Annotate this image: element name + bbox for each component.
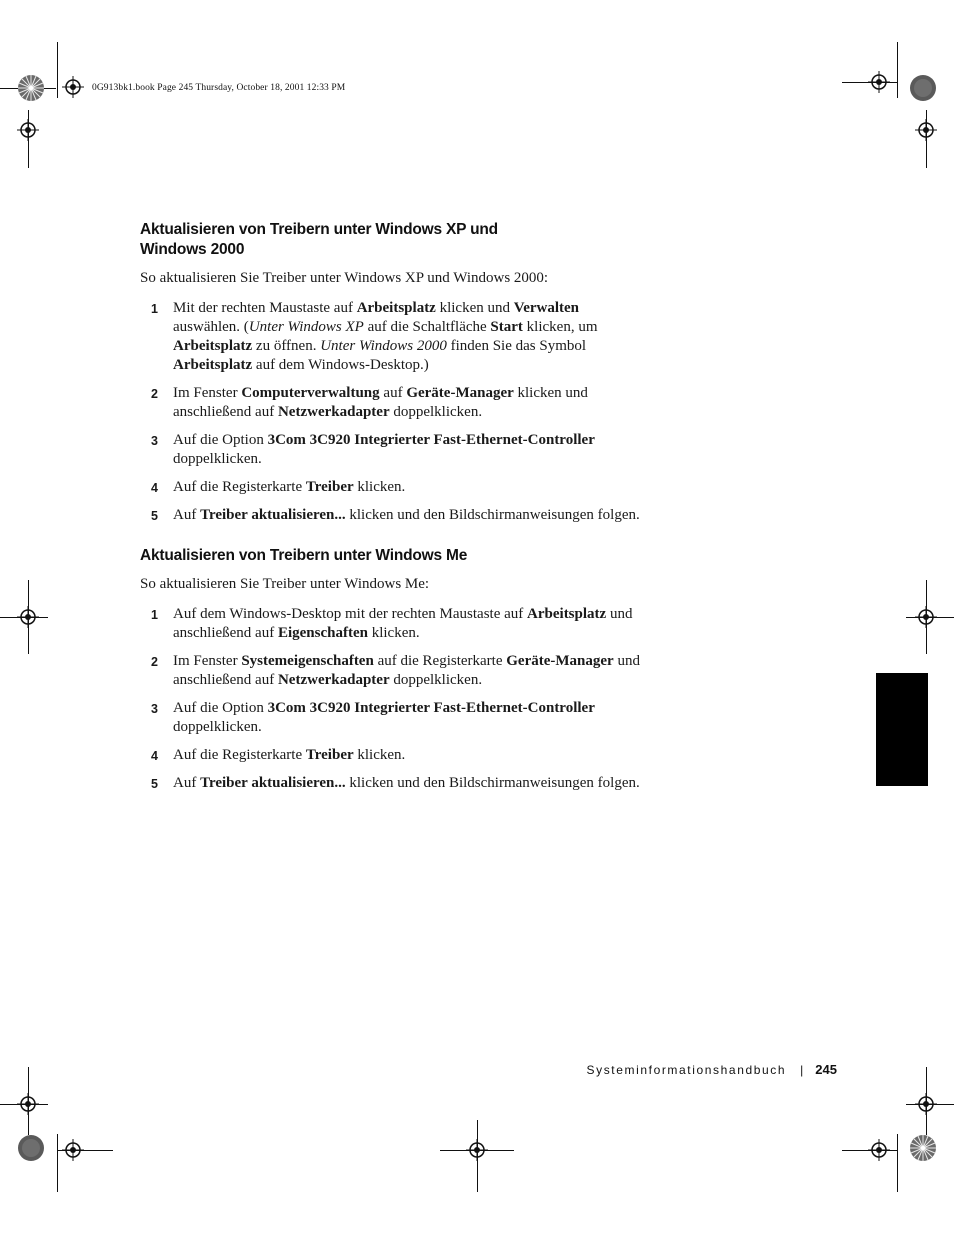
page-footer bbox=[586, 1062, 837, 1077]
section-heading-me: Aktualisieren von Treibern unter Windows Me bbox=[140, 547, 468, 564]
section-intro: So aktualisieren Sie Treiber unter Windows XP und Windows 2000: bbox=[140, 270, 549, 286]
registration-mark-icon bbox=[868, 71, 890, 93]
list-item: 5 Auf Treiber aktualisieren... klicken und den Bildschirmanweisungen folgen. bbox=[151, 507, 640, 523]
print-slug: 0G913bk1.book Page 245 Thursday, October 18, 2001 12:33 PM bbox=[92, 83, 346, 93]
footer-title: Systeminformationshandbuch bbox=[586, 1063, 787, 1077]
list-item: 5 Auf Treiber aktualisieren... klicken und den Bildschirmanweisungen folgen. bbox=[151, 775, 640, 791]
grey-dot-mark-icon bbox=[17, 1134, 45, 1162]
chapter-thumb-tab bbox=[876, 673, 928, 786]
footer-separator: | bbox=[800, 1063, 804, 1077]
section-heading-xp: Aktualisieren von Treibern unter Windows XP und Windows 2000 bbox=[140, 221, 498, 258]
registration-mark-icon bbox=[466, 1139, 488, 1161]
list-item: 2 Im Fenster Computerverwaltung auf Geräte-Manager klicken und anschließend auf Netzwerkadapter doppelklicken. bbox=[151, 385, 588, 420]
registration-mark-icon bbox=[915, 606, 937, 628]
starburst-mark-icon bbox=[17, 74, 45, 102]
page-number: 245 bbox=[815, 1062, 837, 1077]
grey-dot-mark-icon bbox=[909, 74, 937, 102]
list-item: 4 Auf die Registerkarte Treiber klicken. bbox=[151, 747, 406, 763]
list-item: 2 Im Fenster Systemeigenschaften auf die Registerkarte Geräte-Manager und anschließend auf Netzwerkadapter doppelklicken. bbox=[151, 653, 640, 688]
list-item: 4 Auf die Registerkarte Treiber klicken. bbox=[151, 479, 406, 495]
registration-mark-icon bbox=[915, 119, 937, 141]
list-item: 1 Mit der rechten Maustaste auf Arbeitsplatz klicken und Verwalten auswählen. (Unter Windows XP auf die Schaltfläche Start klicken, um Arbeitsplatz zu öffnen. Unter Windows 2000 finden Sie das Symbol Arbeitsplatz auf dem Windows-Desktop.) bbox=[151, 300, 598, 373]
registration-mark-icon bbox=[62, 76, 84, 98]
registration-mark-icon bbox=[17, 1093, 39, 1115]
registration-mark-icon bbox=[62, 1139, 84, 1161]
steps-list-xp bbox=[140, 299, 640, 525]
registration-mark-icon bbox=[17, 119, 39, 141]
registration-mark-icon bbox=[17, 606, 39, 628]
list-item: 3 Auf die Option 3Com 3C920 Integrierter Fast-Ethernet-Controller doppelklicken. bbox=[151, 432, 595, 467]
page-content bbox=[140, 220, 640, 793]
registration-mark-icon bbox=[915, 1093, 937, 1115]
steps-list-me bbox=[140, 605, 640, 793]
starburst-mark-icon bbox=[909, 1134, 937, 1162]
list-item: 1 Auf dem Windows-Desktop mit der rechten Maustaste auf Arbeitsplatz und anschließend auf Eigenschaften klicken. bbox=[151, 606, 633, 641]
registration-mark-icon bbox=[868, 1139, 890, 1161]
section-intro: So aktualisieren Sie Treiber unter Windows Me: bbox=[140, 576, 430, 592]
list-item: 3 Auf die Option 3Com 3C920 Integrierter Fast-Ethernet-Controller doppelklicken. bbox=[151, 700, 595, 735]
